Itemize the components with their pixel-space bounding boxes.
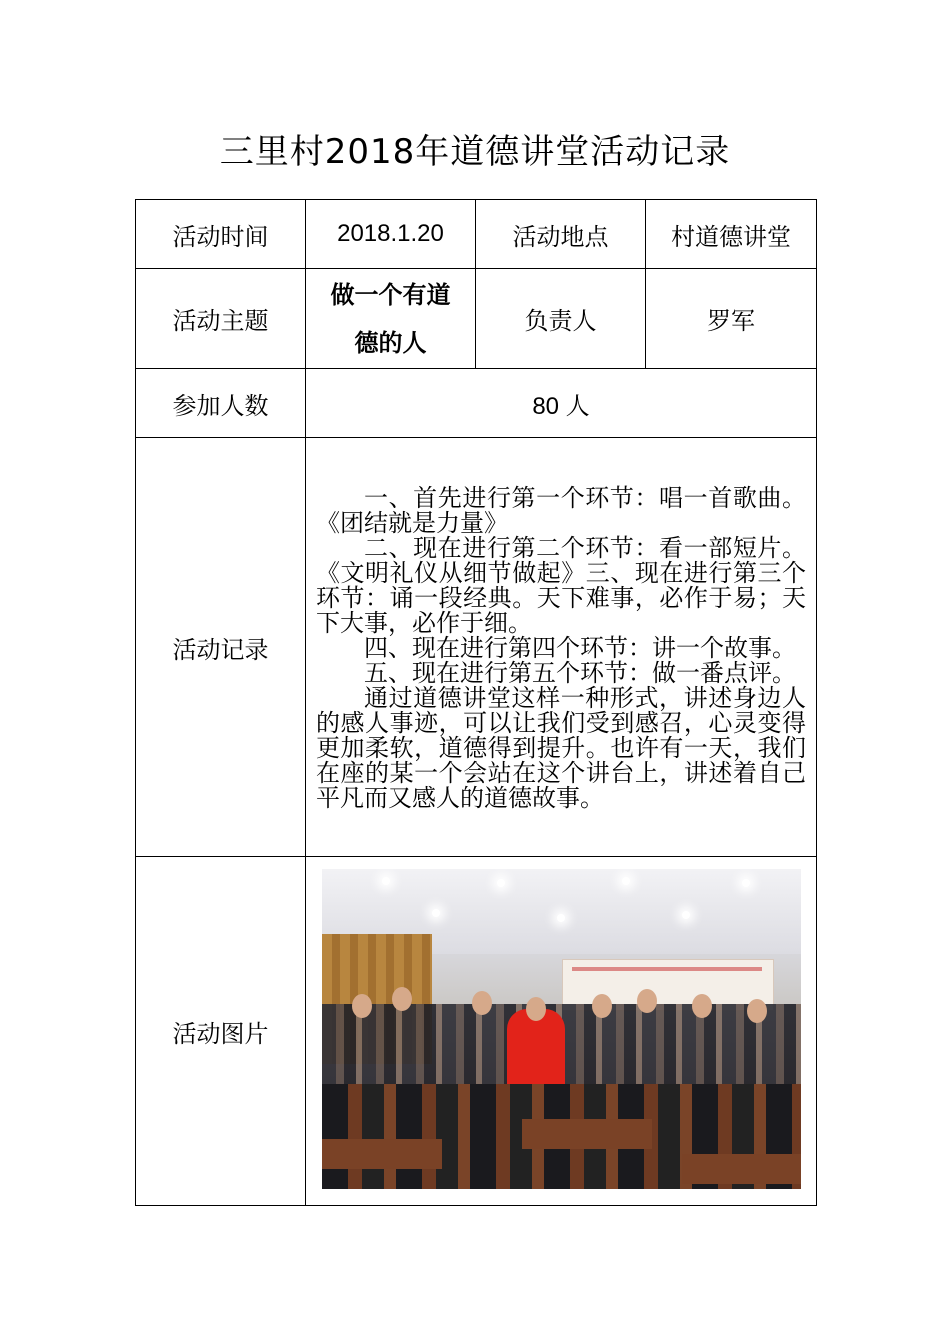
photo-desk <box>522 1119 652 1149</box>
place-value: 村道德讲堂 <box>646 200 817 269</box>
count-value: 80 人 <box>306 369 817 438</box>
record-paragraph-1: 一、首先进行第一个环节：唱一首歌曲。 《团结就是力量》 <box>316 484 806 537</box>
theme-value <box>306 269 476 369</box>
row-time-place <box>136 200 817 269</box>
theme-line-1: 做一个有道 <box>330 280 451 309</box>
row-theme-leader <box>136 269 817 369</box>
person-head <box>747 999 767 1023</box>
person-head <box>637 989 657 1013</box>
photo-cell <box>306 857 817 1206</box>
theme-line-2: 德的人 <box>354 328 427 357</box>
count-label: 参加人数 <box>136 369 306 438</box>
time-label: 活动时间 <box>136 200 306 269</box>
person-head <box>526 997 546 1021</box>
page-title: 三里村2018年道德讲堂活动记录 <box>219 132 731 172</box>
photo-desk <box>682 1154 801 1184</box>
row-photo <box>136 857 817 1206</box>
activity-photo <box>322 869 801 1189</box>
photo-label: 活动图片 <box>136 857 306 1206</box>
ceiling-light <box>682 911 690 919</box>
person-head <box>352 994 372 1018</box>
ceiling-light <box>557 914 565 922</box>
record-content <box>306 438 817 857</box>
photo-desk <box>322 1139 442 1169</box>
record-paragraph-2: 二、现在进行第二个环节：看一部短片。 《文明礼仪从细节做起》三、现在进行第三个环节：诵一段经典。天下难事，必作于易；天下大事，必作于细。 <box>316 534 806 637</box>
person-head <box>392 987 412 1011</box>
person-head <box>692 994 712 1018</box>
leader-value: 罗军 <box>646 269 817 369</box>
ceiling-light <box>742 879 750 887</box>
record-paragraph-3: 四、现在进行第四个环节：讲一个故事。 <box>364 634 796 662</box>
ceiling-light <box>622 877 630 885</box>
ceiling-light <box>432 909 440 917</box>
person-head <box>472 991 492 1015</box>
ceiling-light <box>497 879 505 887</box>
row-record <box>136 438 817 857</box>
record-paragraph-5: 通过道德讲堂这样一种形式，讲述身边人的感人事迹，可以让我们受到感召，心灵变得更加柔软，道德得到提升。也许有一天，我们在座的某一个会站在这个讲台上，讲述着自己平凡而又感人的道德故事。 <box>316 684 806 812</box>
theme-label: 活动主题 <box>136 269 306 369</box>
leader-label: 负责人 <box>476 269 646 369</box>
time-value: 2018.1.20 <box>306 200 476 269</box>
record-paragraph-4: 五、现在进行第五个环节：做一番点评。 <box>364 659 796 687</box>
activity-record-table <box>135 199 817 1206</box>
place-label: 活动地点 <box>476 200 646 269</box>
person-head <box>592 994 612 1018</box>
photo-wall-board-stripe <box>572 967 762 971</box>
row-count <box>136 369 817 438</box>
record-label: 活动记录 <box>136 438 306 857</box>
ceiling-light <box>382 877 390 885</box>
